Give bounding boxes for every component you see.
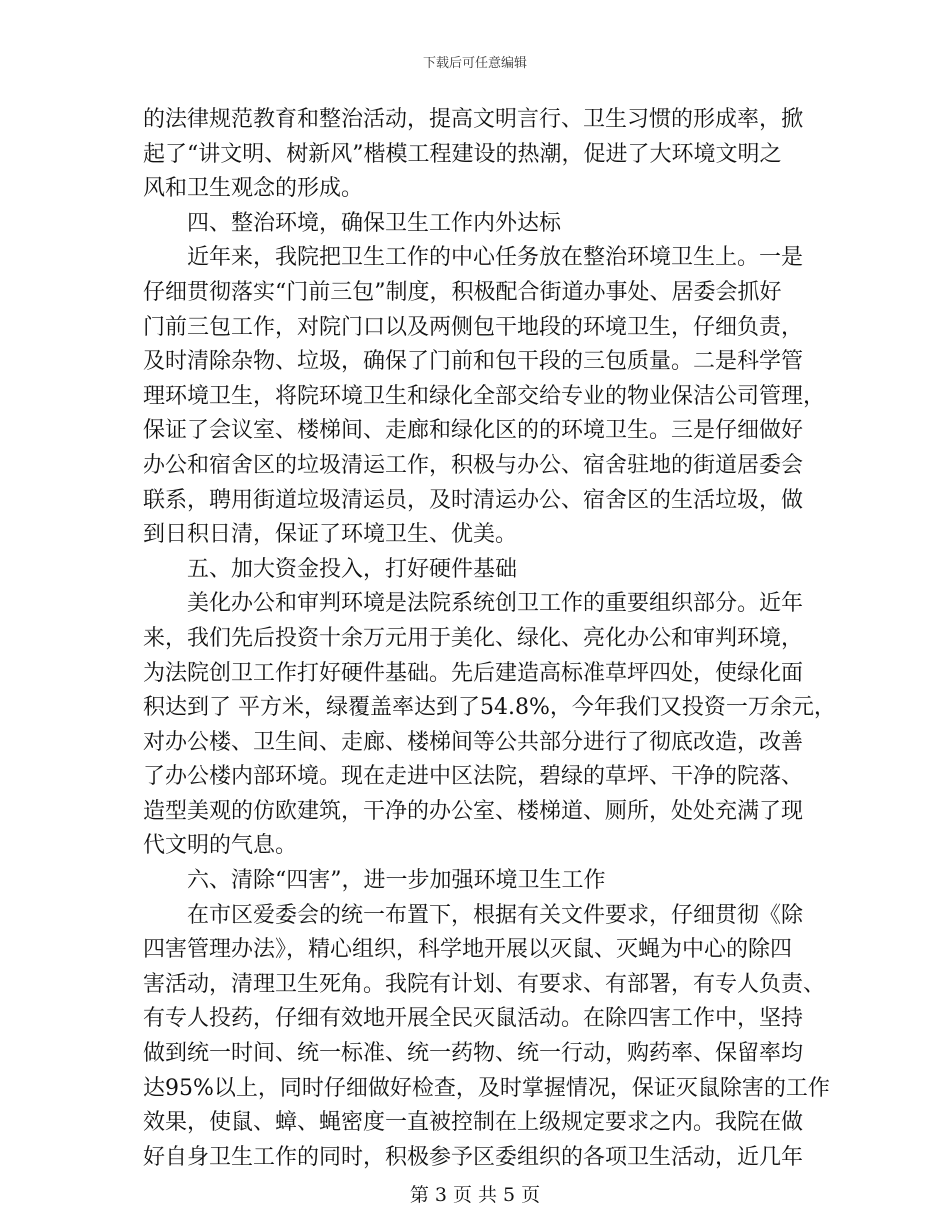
text-line: 有专人投药，仔细有效地开展全民灭鼠活动。在除四害工作中，坚持 [143,1006,804,1032]
text-line: 办公和宿舍区的垃圾清运工作，积极与办公、宿舍驻地的街道居委会 [143,452,804,478]
text-line: 对办公楼、卫生间、走廊、楼梯间等公共部分进行了彻底改造，改善 [143,729,804,755]
text-line: 门前三包工作，对院门口以及两侧包干地段的环境卫生，仔细负责， [143,314,804,340]
text-line: 为法院创卫工作打好硬件基础。先后建造高标准草坪四处，使绿化面 [143,660,804,686]
text-line: 做到统一时间、统一标准、统一药物、统一行动，购药率、保留率均 [143,1041,804,1067]
text-line: 的法律规范教育和整治活动，提高文明言行、卫生习惯的形成率，掀 [143,107,804,132]
text-line: 好自身卫生工作的同时，积极参予区委组织的各项卫生活动，近几年 [143,1144,804,1170]
text-line: 保证了会议室、楼梯间、走廊和绿化区的的环境卫生。三是仔细做好 [143,418,804,444]
body-text [143,103,836,1175]
text-line: 理环境卫生，将院环境卫生和绿化全部交给专业的物业保洁公司管理， [143,383,826,409]
text-line: 及时清除杂物、垃圾，确保了门前和包干段的三包质量。二是科学管 [143,349,804,375]
text-line: 近年来，我院把卫生工作的中心任务放在整治环境卫生上。一是 [187,245,804,271]
text-line: 了办公楼内部环境。现在走进中区法院，碧绿的草坪、干净的院落、 [143,764,804,790]
text-line: 联系，聘用街道垃圾清运员，及时清运办公、宿舍区的生活垃圾，做 [143,487,804,513]
text-line: 起了“讲文明、树新风”楷模工程建设的热潮，促进了大环境文明之 [143,141,782,167]
text-line: 效果，使鼠、蟑、蝇密度一直被控制在上级规定要求之内。我院在做 [143,1110,804,1136]
text-line: 积达到了 平方米，绿覆盖率达到了54.8%，今年我们又投资一万余元， [143,695,836,721]
text-line: 达95%以上，同时仔细做好检查，及时掌握情况，保证灭鼠除害的工作 [143,1075,830,1101]
section-heading-6: 六、清除“四害”，进一步加强环境卫生工作 [187,868,606,894]
text-line: 来，我们先后投资十余万元用于美化、绿化、亮化办公和审判环境， [143,625,804,651]
text-line: 美化办公和审判环境是法院系统创卫工作的重要组织部分。近年 [187,591,804,617]
text-line: 到日积日清，保证了环境卫生、优美。 [143,522,518,548]
text-line: 造型美观的仿欧建筑，干净的办公室、楼梯道、厕所，处处充满了现 [143,798,804,824]
text-line: 害活动，清理卫生死角。我院有计划、有要求、有部署，有专人负责、 [143,971,826,997]
header-note: 下载后可任意编辑 [422,56,527,71]
text-line: 在市区爱委会的统一布置下，根据有关文件要求，仔细贯彻《除 [187,902,804,928]
text-line: 代文明的气息。 [143,833,298,859]
section-heading-5: 五、加大资金投入，打好硬件基础 [187,556,518,582]
text-line: 仔细贯彻落实“门前三包”制度，积极配合街道办事处、居委会抓好 [143,279,782,305]
text-line: 风和卫生观念的形成。 [143,176,364,202]
text-line: 四害管理办法》，精心组织，科学地开展以灭鼠、灭蝇为中心的除四 [143,937,793,963]
section-heading-4: 四、整治环境，确保卫生工作内外达标 [187,210,562,236]
page-footer: 第 3 页 共 5 页 [409,1184,541,1206]
